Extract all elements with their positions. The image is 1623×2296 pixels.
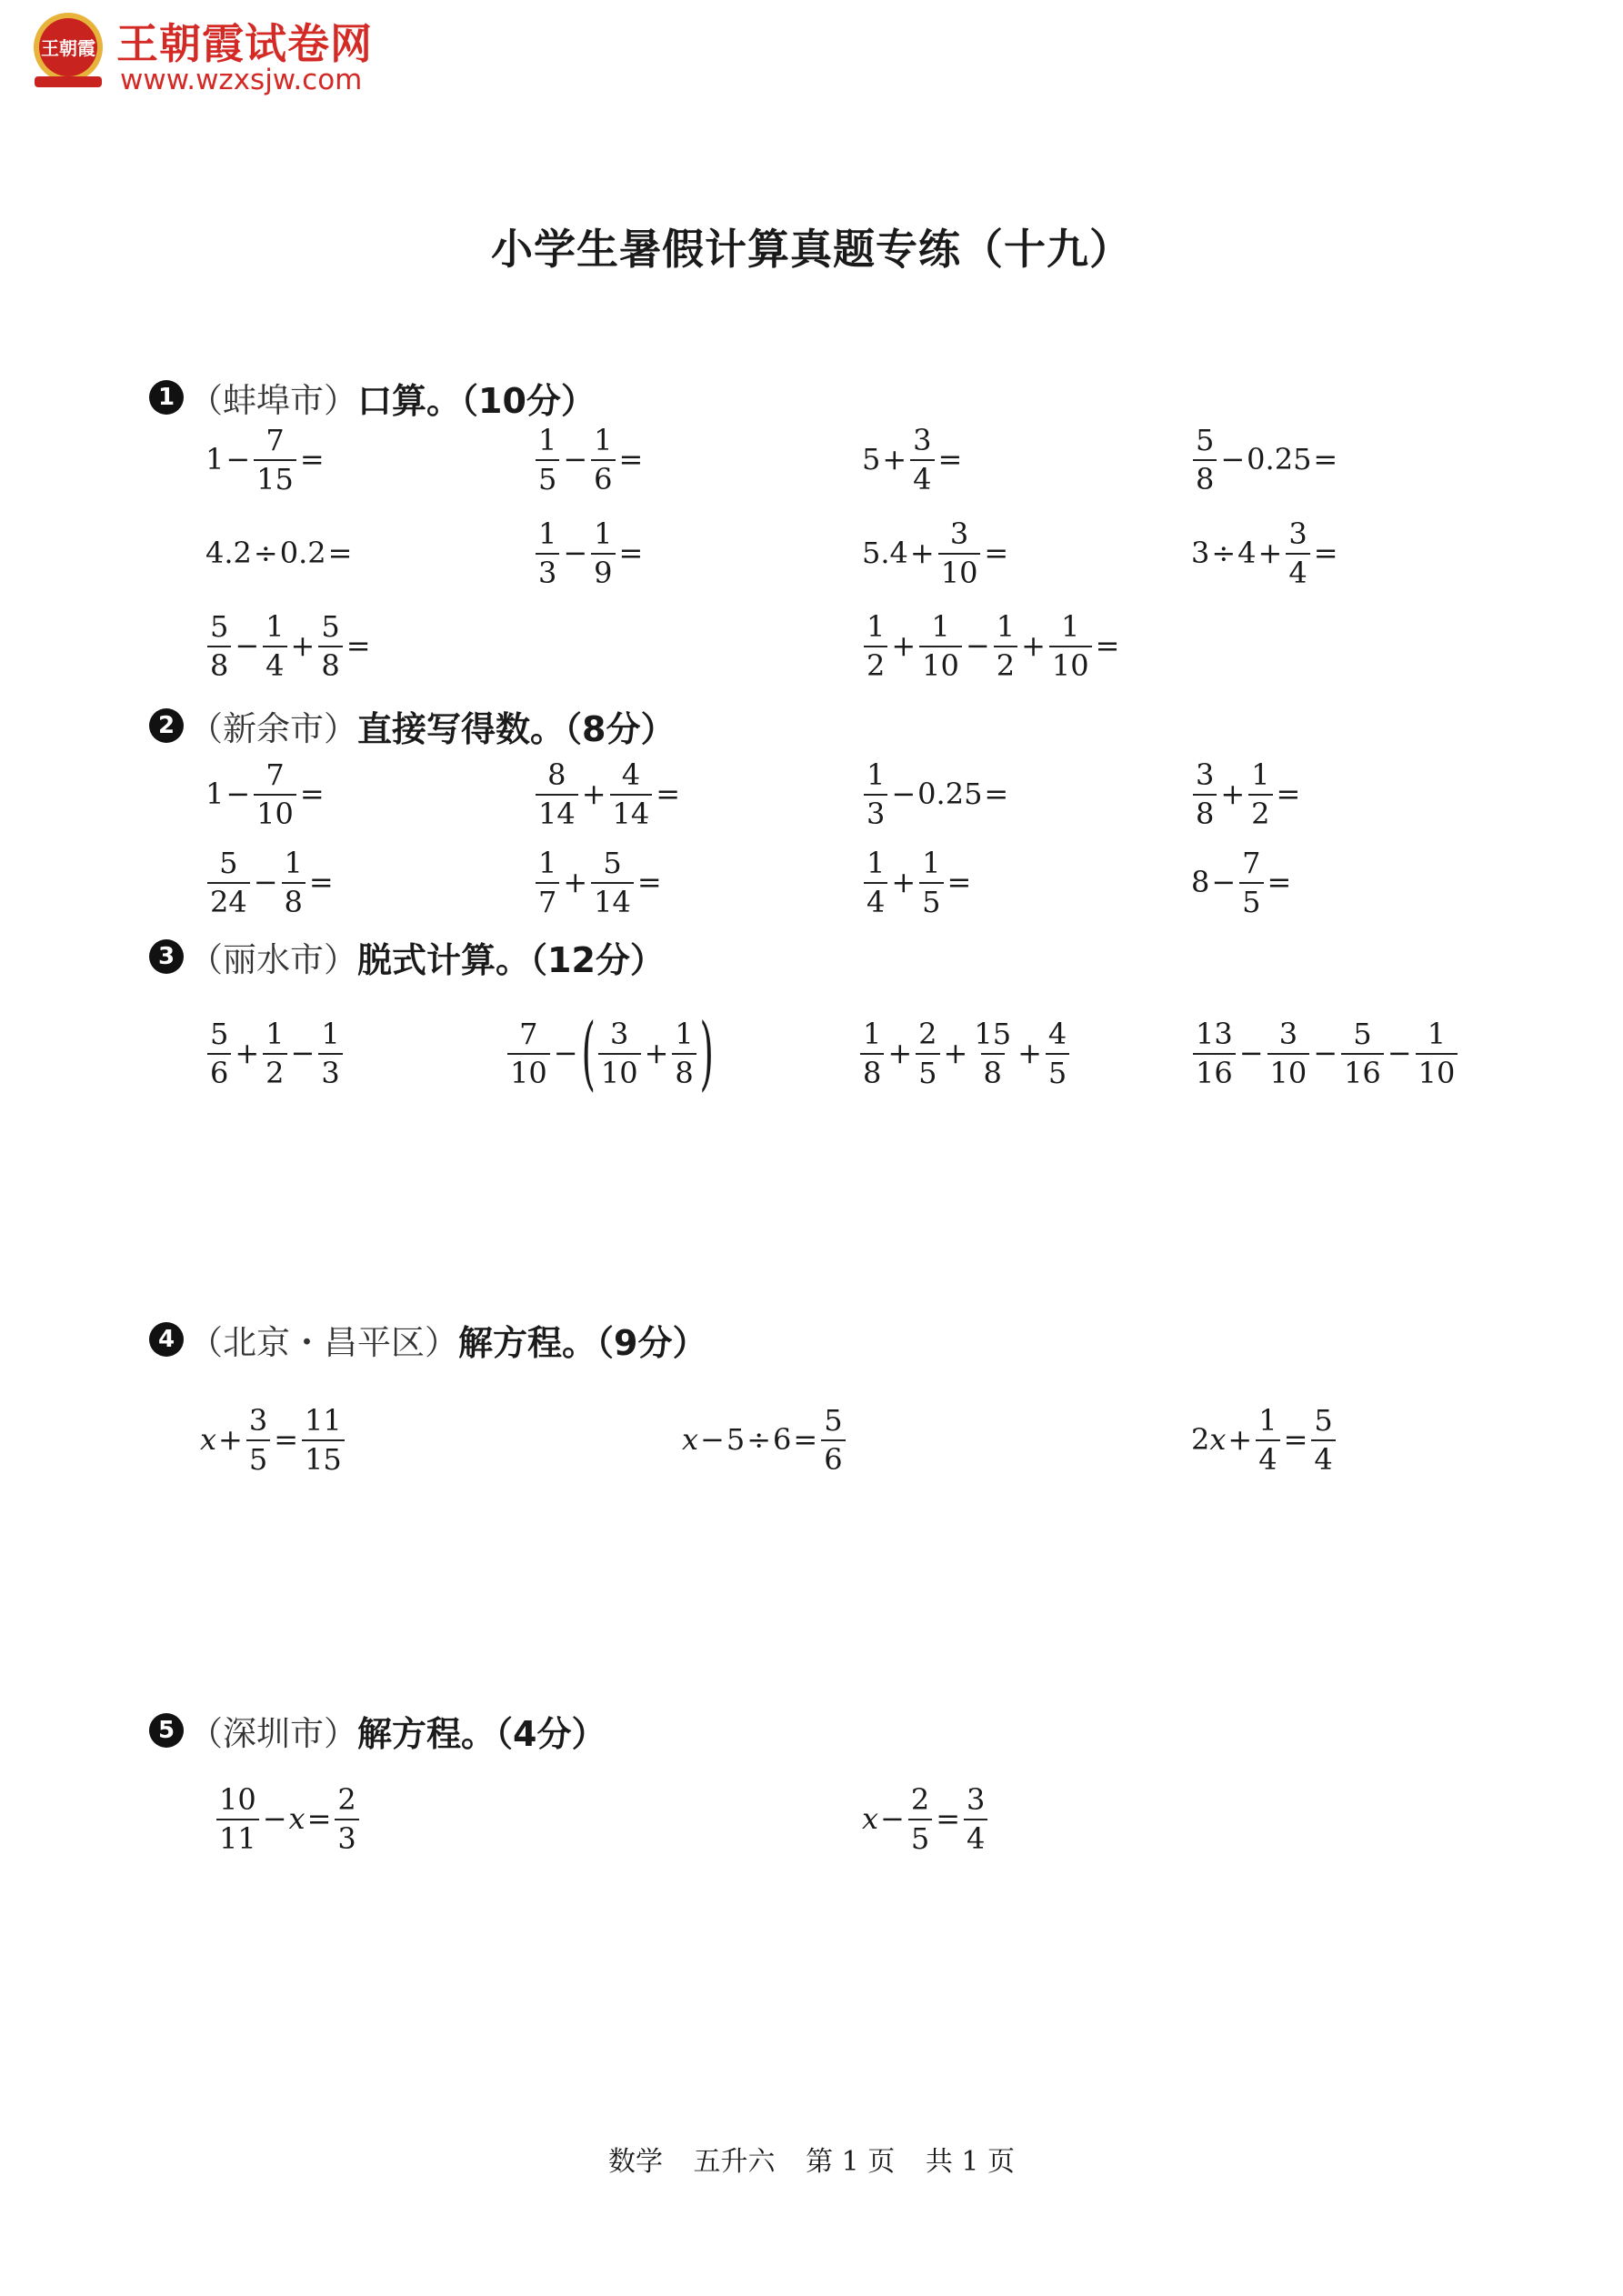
logo-text: 王朝霞 xyxy=(41,37,95,59)
denominator: 15 xyxy=(254,459,296,494)
section-number: 1 xyxy=(149,380,184,415)
section-location: （新余市） xyxy=(189,709,357,748)
number: 5.4 xyxy=(862,536,908,570)
exercise-item xyxy=(534,507,645,598)
operator: ÷ xyxy=(253,536,278,570)
denominator: 7 xyxy=(536,882,559,917)
fraction xyxy=(1239,845,1263,919)
fraction xyxy=(335,1781,358,1856)
denominator: 5 xyxy=(1046,1053,1069,1088)
operator: + xyxy=(1017,1036,1042,1070)
numerator: 11 xyxy=(305,1402,342,1438)
numerator: 2 xyxy=(337,1781,356,1817)
number: 8 xyxy=(1191,865,1210,899)
fraction xyxy=(908,1781,932,1856)
numerator: 5 xyxy=(603,845,622,880)
fraction xyxy=(919,845,943,919)
section-number: 4 xyxy=(149,1322,184,1357)
exercise-item xyxy=(858,1008,1071,1098)
fraction xyxy=(536,422,559,496)
fraction xyxy=(964,1781,987,1856)
fraction xyxy=(1193,422,1217,496)
fraction xyxy=(591,422,615,496)
fraction xyxy=(254,757,296,831)
denominator: 5 xyxy=(908,1819,932,1853)
numerator: 3 xyxy=(610,1016,629,1051)
number: 2 xyxy=(1191,1422,1210,1457)
operator: − xyxy=(880,1801,905,1836)
operator: = xyxy=(1313,536,1338,570)
fraction xyxy=(1193,757,1217,831)
fraction xyxy=(1341,1016,1384,1090)
operator: = xyxy=(937,442,963,476)
fraction xyxy=(821,1402,845,1477)
fraction xyxy=(1256,1402,1279,1477)
operator: = xyxy=(308,865,334,899)
section-task: 脱式计算。（12分） xyxy=(357,939,665,980)
exercise-item xyxy=(682,1394,847,1485)
fraction xyxy=(910,422,934,496)
section-location: （北京・昌平区） xyxy=(189,1323,458,1362)
number: 0.25 xyxy=(1247,442,1312,476)
numerator: 7 xyxy=(265,422,285,457)
denominator: 10 xyxy=(938,553,981,587)
numerator: 1 xyxy=(922,845,941,880)
section-task: 解方程。（4分） xyxy=(357,1713,606,1754)
operator: − xyxy=(225,777,251,811)
exercise-item xyxy=(862,507,1010,598)
fraction xyxy=(536,757,578,831)
fraction xyxy=(971,1016,1014,1090)
operator: ÷ xyxy=(1211,536,1237,570)
numerator: 1 xyxy=(867,608,886,644)
exercise-item xyxy=(205,748,326,839)
number: 4.2 xyxy=(205,536,252,570)
exercise-item xyxy=(1191,748,1302,839)
fraction xyxy=(536,516,559,590)
denominator: 6 xyxy=(821,1439,845,1474)
denominator: 10 xyxy=(254,794,296,828)
numerator: 1 xyxy=(931,608,950,644)
section-location: （深圳市） xyxy=(189,1714,357,1753)
operator: − xyxy=(1238,1036,1264,1070)
fraction xyxy=(1267,1016,1310,1090)
variable-x: x xyxy=(862,1801,879,1836)
denominator: 16 xyxy=(1193,1053,1236,1088)
numerator: 3 xyxy=(967,1781,986,1817)
denominator: 4 xyxy=(1311,1439,1335,1474)
variable-x: x xyxy=(200,1422,217,1457)
denominator: 8 xyxy=(282,882,306,917)
denominator: 14 xyxy=(591,882,634,917)
fraction xyxy=(507,1016,550,1090)
denominator: 2 xyxy=(994,646,1017,680)
operator: = xyxy=(1095,628,1120,663)
operator: + xyxy=(891,628,917,663)
fraction xyxy=(1248,757,1272,831)
section-task: 直接写得数。（8分） xyxy=(357,708,676,749)
operator: − xyxy=(1220,442,1246,476)
fraction xyxy=(254,422,296,496)
denominator: 8 xyxy=(207,646,231,680)
number: 4 xyxy=(1237,536,1257,570)
operator: − xyxy=(965,628,990,663)
page-title: 小学生暑假计算真题专练（十九） xyxy=(491,225,1132,274)
operator: + xyxy=(909,536,935,570)
numerator: 2 xyxy=(910,1781,930,1817)
operator: = xyxy=(1276,777,1301,811)
fraction xyxy=(1416,1016,1458,1090)
numerator: 8 xyxy=(547,757,566,792)
numerator: 7 xyxy=(519,1016,538,1051)
operator: + xyxy=(235,1036,260,1070)
footer-subject: 数学 xyxy=(608,2146,663,2178)
denominator: 2 xyxy=(263,1053,286,1088)
denominator: 8 xyxy=(981,1053,1005,1088)
operator: = xyxy=(793,1422,818,1457)
denominator: 8 xyxy=(1193,794,1217,828)
denominator: 10 xyxy=(1416,1053,1458,1088)
operator: + xyxy=(943,1036,968,1070)
fraction xyxy=(864,757,887,831)
operator: + xyxy=(218,1422,243,1457)
operator: + xyxy=(290,628,316,663)
numerator: 1 xyxy=(1258,1402,1277,1438)
numerator: 1 xyxy=(538,845,557,880)
denominator: 9 xyxy=(591,553,615,587)
numerator: 5 xyxy=(824,1402,843,1438)
numerator: 1 xyxy=(867,757,886,792)
denominator: 8 xyxy=(860,1053,884,1088)
operator: + xyxy=(1021,628,1046,663)
exercise-item xyxy=(205,1008,345,1098)
fraction xyxy=(591,845,634,919)
operator: = xyxy=(618,536,644,570)
number: 3 xyxy=(1191,536,1210,570)
denominator: 4 xyxy=(910,459,934,494)
operator: + xyxy=(644,1036,669,1070)
numerator: 1 xyxy=(1251,757,1270,792)
fraction xyxy=(263,1016,286,1090)
numerator: 4 xyxy=(621,757,641,792)
denominator: 10 xyxy=(919,646,962,680)
exercise-item xyxy=(862,414,964,505)
operator: = xyxy=(346,628,371,663)
denominator: 3 xyxy=(335,1819,358,1853)
operator: = xyxy=(984,777,1009,811)
operator: + xyxy=(1220,777,1246,811)
denominator: 4 xyxy=(1286,553,1309,587)
numerator: 7 xyxy=(1242,845,1261,880)
numerator: 1 xyxy=(996,608,1016,644)
operator: = xyxy=(274,1422,299,1457)
numerator: 1 xyxy=(675,1016,694,1051)
operator: + xyxy=(887,1036,913,1070)
section-number: 5 xyxy=(149,1713,184,1748)
footer-grade: 五升六 xyxy=(693,2146,776,2178)
denominator: 3 xyxy=(536,553,559,587)
denominator: 5 xyxy=(916,1053,939,1088)
section-number: 2 xyxy=(149,708,184,743)
denominator: 3 xyxy=(864,794,887,828)
numerator: 1 xyxy=(863,1016,882,1051)
numerator: 3 xyxy=(248,1402,268,1438)
denominator: 15 xyxy=(302,1439,345,1474)
denominator: 4 xyxy=(1256,1439,1279,1474)
footer-page: 第 1 页 xyxy=(806,2146,896,2178)
section-heading-4 xyxy=(149,1317,706,1362)
brand-url[interactable]: www.wzxsjw.com xyxy=(120,64,363,96)
numerator: 5 xyxy=(210,1016,229,1051)
variable-x: x xyxy=(1209,1422,1227,1457)
operator: = xyxy=(947,865,972,899)
numerator: 1 xyxy=(594,422,613,457)
operator: = xyxy=(299,442,325,476)
numerator: 1 xyxy=(321,1016,340,1051)
variable-x: x xyxy=(288,1801,306,1836)
fraction xyxy=(610,757,653,831)
numerator: 5 xyxy=(219,845,238,880)
operator: − xyxy=(290,1036,316,1070)
operator: − xyxy=(235,628,260,663)
operator: = xyxy=(656,777,681,811)
section-task: 口算。（10分） xyxy=(357,380,596,421)
operator: + xyxy=(1227,1422,1253,1457)
exercise-item xyxy=(200,1394,346,1485)
fraction xyxy=(263,608,286,683)
operator: − xyxy=(700,1422,725,1457)
fraction xyxy=(864,845,887,919)
operator: ÷ xyxy=(746,1422,772,1457)
operator: − xyxy=(1313,1036,1338,1070)
exercise-item xyxy=(534,414,645,505)
fraction xyxy=(282,845,306,919)
left-paren: ( xyxy=(580,1006,596,1099)
fraction xyxy=(938,516,981,590)
number: 6 xyxy=(773,1422,792,1457)
numerator: 5 xyxy=(321,608,340,644)
numerator: 1 xyxy=(538,516,557,551)
numerator: 1 xyxy=(1061,608,1080,644)
numerator: 1 xyxy=(538,422,557,457)
operator: − xyxy=(1387,1036,1412,1070)
denominator: 2 xyxy=(864,646,887,680)
numerator: 1 xyxy=(284,845,303,880)
operator: = xyxy=(636,865,662,899)
exercise-item xyxy=(1191,1394,1337,1485)
page-footer xyxy=(0,2139,1623,2179)
operator: = xyxy=(984,536,1009,570)
denominator: 4 xyxy=(263,646,286,680)
numerator: 5 xyxy=(1314,1402,1333,1438)
denominator: 5 xyxy=(919,882,943,917)
fraction xyxy=(1193,1016,1236,1090)
fraction xyxy=(1046,1016,1069,1090)
section-heading-5 xyxy=(149,1708,606,1753)
denominator: 5 xyxy=(246,1439,270,1474)
operator: = xyxy=(1283,1422,1308,1457)
operator: − xyxy=(563,442,588,476)
exercise-item xyxy=(862,837,973,927)
numerator: 1 xyxy=(594,516,613,551)
fraction xyxy=(672,1016,696,1090)
fraction xyxy=(864,608,887,683)
operator: + xyxy=(882,442,907,476)
numerator: 3 xyxy=(1288,516,1307,551)
denominator: 24 xyxy=(207,882,250,917)
denominator: 10 xyxy=(507,1053,550,1088)
denominator: 8 xyxy=(1193,459,1217,494)
fraction xyxy=(207,1016,231,1090)
fraction xyxy=(302,1402,345,1477)
exercise-item xyxy=(862,748,1010,839)
exercise-item xyxy=(215,1773,361,1864)
operator: = xyxy=(327,536,353,570)
section-task: 解方程。（9分） xyxy=(458,1322,707,1363)
fraction xyxy=(216,1781,259,1856)
numerator: 1 xyxy=(265,608,285,644)
fraction xyxy=(598,1016,641,1090)
numerator: 7 xyxy=(265,757,285,792)
exercise-item xyxy=(1191,837,1293,927)
operator: + xyxy=(1257,536,1283,570)
operator: = xyxy=(618,442,644,476)
numerator: 10 xyxy=(219,1781,256,1817)
number: 5 xyxy=(862,442,881,476)
fraction xyxy=(1286,516,1309,590)
numerator: 5 xyxy=(210,608,229,644)
denominator: 4 xyxy=(864,882,887,917)
exercise-item xyxy=(1191,1008,1459,1098)
denominator: 10 xyxy=(1267,1053,1310,1088)
operator: + xyxy=(891,865,917,899)
footer-total: 共 1 页 xyxy=(925,2146,1015,2178)
section-number: 3 xyxy=(149,939,184,974)
exercise-item xyxy=(534,748,682,839)
numerator: 3 xyxy=(1196,757,1215,792)
exercise-item xyxy=(534,837,664,927)
operator: = xyxy=(1313,442,1338,476)
fraction xyxy=(536,845,559,919)
numerator: 15 xyxy=(974,1016,1012,1051)
operator: = xyxy=(936,1801,961,1836)
denominator: 4 xyxy=(964,1819,987,1853)
exercise-item xyxy=(506,1008,715,1098)
denominator: 10 xyxy=(1049,646,1092,680)
number: 0.2 xyxy=(279,536,326,570)
exercise-item xyxy=(862,1773,989,1864)
section-location: （蚌埠市） xyxy=(189,381,357,420)
exercise-item xyxy=(205,507,354,598)
numerator: 2 xyxy=(918,1016,937,1051)
denominator: 2 xyxy=(1248,794,1272,828)
operator: − xyxy=(563,536,588,570)
section-heading-3 xyxy=(149,934,665,979)
numerator: 3 xyxy=(913,422,932,457)
operator: − xyxy=(253,865,278,899)
brand-logo-icon xyxy=(27,9,109,91)
fraction xyxy=(591,516,615,590)
exercise-item xyxy=(862,600,1121,691)
denominator: 10 xyxy=(598,1053,641,1088)
fraction xyxy=(1311,1402,1335,1477)
denominator: 8 xyxy=(672,1053,696,1088)
fraction xyxy=(246,1402,270,1477)
right-paren: ) xyxy=(699,1006,714,1099)
numerator: 5 xyxy=(1196,422,1215,457)
section-heading-2 xyxy=(149,703,675,748)
variable-x: x xyxy=(682,1422,699,1457)
exercise-item xyxy=(205,414,326,505)
number: 5 xyxy=(726,1422,746,1457)
denominator: 3 xyxy=(318,1053,342,1088)
operator: − xyxy=(553,1036,578,1070)
numerator: 13 xyxy=(1196,1016,1233,1051)
denominator: 6 xyxy=(591,459,615,494)
exercise-item xyxy=(1191,414,1339,505)
fraction xyxy=(318,1016,342,1090)
denominator: 8 xyxy=(318,646,342,680)
denominator: 6 xyxy=(207,1053,231,1088)
numerator: 1 xyxy=(265,1016,285,1051)
operator: + xyxy=(563,865,588,899)
numerator: 1 xyxy=(1427,1016,1447,1051)
section-location: （丽水市） xyxy=(189,940,357,979)
number: 0.25 xyxy=(917,777,983,811)
operator: − xyxy=(262,1801,287,1836)
fraction xyxy=(860,1016,884,1090)
denominator: 5 xyxy=(536,459,559,494)
numerator: 4 xyxy=(1047,1016,1067,1051)
exercise-item xyxy=(1191,507,1340,598)
numerator: 1 xyxy=(867,845,886,880)
denominator: 11 xyxy=(216,1819,259,1853)
numerator: 5 xyxy=(1353,1016,1372,1051)
operator: − xyxy=(891,777,917,811)
operator: − xyxy=(1211,865,1237,899)
fraction xyxy=(1049,608,1092,683)
numerator: 3 xyxy=(949,516,969,551)
operator: − xyxy=(225,442,251,476)
fraction xyxy=(994,608,1017,683)
number: 1 xyxy=(205,442,225,476)
denominator: 14 xyxy=(610,794,653,828)
fraction xyxy=(207,608,231,683)
fraction xyxy=(916,1016,939,1090)
operator: = xyxy=(299,777,325,811)
brand-name: 王朝霞试卷网 xyxy=(116,19,373,68)
number: 1 xyxy=(205,777,225,811)
fraction xyxy=(318,608,342,683)
denominator: 5 xyxy=(1239,882,1263,917)
fraction xyxy=(919,608,962,683)
exercise-item xyxy=(205,837,336,927)
numerator: 3 xyxy=(1278,1016,1298,1051)
denominator: 16 xyxy=(1341,1053,1384,1088)
denominator: 14 xyxy=(536,794,578,828)
fraction xyxy=(207,845,250,919)
operator: = xyxy=(1267,865,1292,899)
exercise-item xyxy=(205,600,373,691)
operator: = xyxy=(306,1801,332,1836)
operator: + xyxy=(581,777,606,811)
